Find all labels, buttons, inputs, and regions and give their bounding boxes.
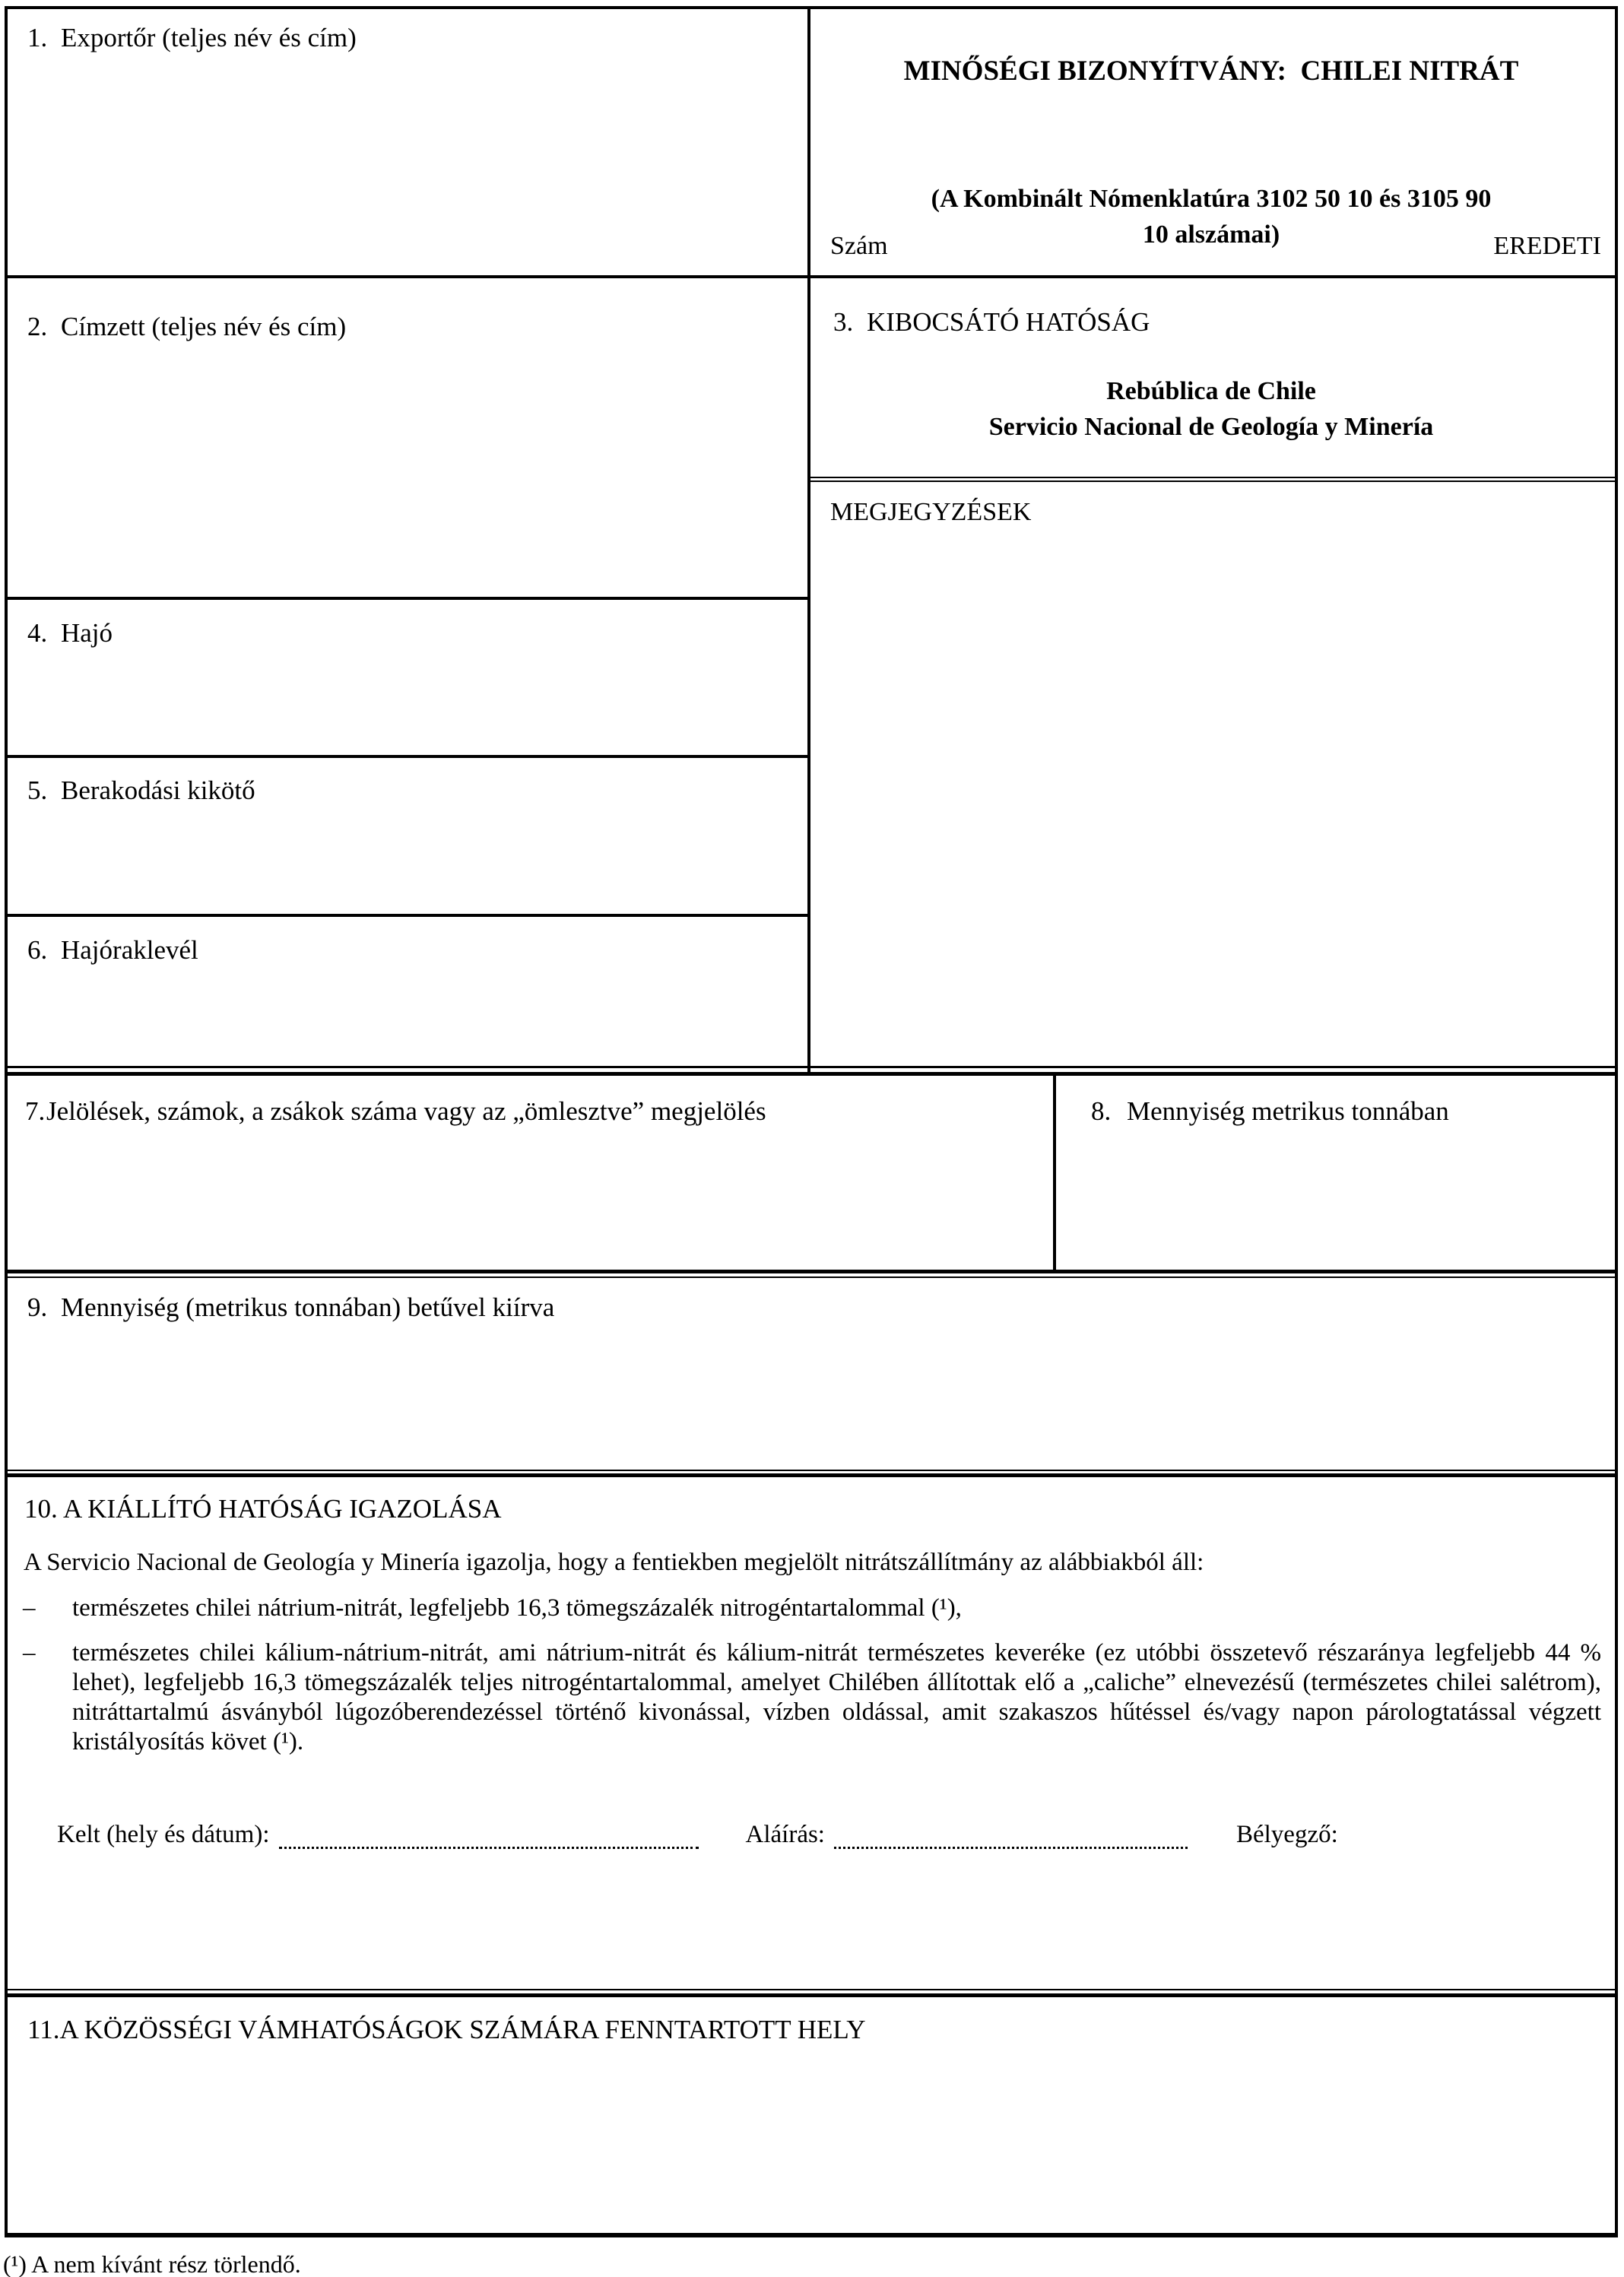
certificate-subtitle-line2: 10 alszámai)	[1142, 220, 1280, 249]
box7-marks-numbers	[25, 1096, 1036, 1127]
grid-line-bottom	[5, 2233, 1618, 2237]
grid-line-column-divider	[807, 6, 810, 1076]
box11-customs-reserved	[27, 2015, 866, 2045]
box2-consignee	[27, 312, 346, 342]
box4-ship	[27, 618, 113, 649]
certificate-title: MINŐSÉGI BIZONYÍTVÁNY: CHILEI NITRÁT	[903, 55, 1519, 87]
signature-dotted-line	[834, 1824, 1188, 1849]
grid-line-row7-bottom-b	[5, 1276, 1618, 1278]
grid-line-row6-bottom-b	[5, 1072, 1618, 1076]
remarks-label: MEGJEGYZÉSEK	[830, 498, 1032, 526]
grid-line-box5-bottom	[5, 914, 810, 917]
box2-number: 2.	[27, 312, 48, 341]
box6-label: Hajóraklevél	[61, 935, 198, 965]
box3-label: KIBOCSÁTÓ HATÓSÁG	[867, 307, 1150, 337]
authority-line1: Rebública de Chile	[1106, 377, 1316, 405]
box11-number: 11.	[27, 2015, 60, 2044]
box8-quantity-tonnes	[1091, 1096, 1600, 1127]
box9-quantity-words	[27, 1292, 554, 1323]
box1-label: Exportőr (teljes név és cím)	[61, 23, 357, 52]
authority-line2: Servicio Nacional de Geología y Minería	[988, 413, 1434, 441]
grid-line-box10-bottom-a	[5, 1989, 1618, 1990]
grid-line-box9-bottom-b	[5, 1473, 1618, 1477]
box4-label: Hajó	[61, 618, 113, 648]
signature-row	[57, 1821, 1570, 1849]
box6-bill-of-lading	[27, 935, 198, 966]
box6-number: 6.	[27, 935, 48, 965]
grid-line-left	[5, 6, 8, 2237]
box7-label: Jelölések, számok, a zsákok száma vagy az „ömlesztve” megjelölés	[46, 1096, 766, 1126]
stamp-label: Bélyegző:	[1235, 1821, 1338, 1848]
grid-line-box10-bottom-b	[5, 1993, 1618, 1997]
certificate-subtitle-line1: (A Kombinált Nómenklatúra 3102 50 10 és 3105 90	[931, 185, 1492, 213]
grid-line-row7-bottom-a	[5, 1270, 1618, 1273]
signature-label: Aláírás:	[745, 1821, 825, 1848]
box8-number: 8.	[1091, 1096, 1112, 1126]
grid-line-row6-bottom-a	[5, 1066, 1618, 1068]
box11-label: A KÖZÖSSÉGI VÁMHATÓSÁGOK SZÁMÁRA FENNTARTOTT HELY	[59, 2015, 866, 2044]
box9-number: 9.	[27, 1292, 48, 1322]
box2-label: Címzett (teljes név és cím)	[61, 312, 347, 341]
grid-line-right	[1615, 6, 1618, 2237]
box3-number: 3.	[833, 307, 854, 337]
certification-intro: A Servicio Nacional de Geología y Minería igazolja, hogy a fentiekben megjelölt nitrátszállítmány az alábbiakból áll:	[24, 1549, 1204, 1576]
grid-line-box3-bottom-b	[807, 480, 1618, 482]
box1-number: 1.	[27, 23, 48, 52]
box5-number: 5.	[27, 775, 48, 805]
box9-label: Mennyiség (metrikus tonnában) betűvel kiírva	[61, 1292, 555, 1322]
grid-line-row1-bottom	[5, 275, 1618, 278]
footnote: (¹) A nem kívánt rész törlendő.	[3, 2250, 301, 2277]
item2-dash: –	[23, 1639, 36, 1667]
box3-issuing-authority	[833, 307, 1150, 338]
date-place-label: Kelt (hely és dátum):	[57, 1821, 270, 1848]
box10-certification	[24, 1494, 501, 1524]
box8-label: Mennyiség metrikus tonnában	[1127, 1096, 1449, 1126]
box5-label: Berakodási kikötő	[61, 775, 255, 805]
certification-item1: természetes chilei nátrium-nitrát, legfeljebb 16,3 tömegszázalék nitrogéntartalommal (¹),	[72, 1594, 962, 1622]
box10-number: 10.	[24, 1494, 58, 1524]
grid-line-top	[5, 6, 1618, 9]
item1-dash: –	[23, 1594, 36, 1622]
grid-line-box3-bottom-a	[807, 477, 1618, 478]
box10-label: A KIÁLLÍTÓ HATÓSÁG IGAZOLÁSA	[63, 1494, 502, 1524]
original-label: EREDETI	[1493, 232, 1601, 260]
box4-number: 4.	[27, 618, 48, 648]
date-place-dotted-line	[279, 1824, 699, 1849]
number-label: Szám	[830, 232, 888, 260]
certification-item2: természetes chilei kálium-nátrium-nitrát, ami nátrium-nitrát és kálium-nitrát természetes keveréke (ez utóbbi összetevő részaránya legfeljebb 44 % lehet), legfeljebb 16,3 tömegszázalék teljes nitrogéntartalommal, amelyet Chilében állítottak elő a „caliche” elnevezésű (természetes chilei salétrom), nitráttartalmú ásványból lúgozóberendezéssel történő kivonással, vízben oldással, amit szakaszos hűtéssel és/vagy napon párologtatással végzett kristályosítás követ (¹).	[72, 1639, 1601, 1755]
grid-line-box7-8-divider	[1053, 1072, 1056, 1273]
box1-exporter	[27, 23, 357, 53]
box7-number: 7.	[25, 1096, 46, 1126]
box5-loading-port	[27, 775, 255, 806]
grid-line-box9-bottom-a	[5, 1470, 1618, 1471]
grid-line-box2-bottom	[5, 597, 810, 600]
grid-line-box4-bottom	[5, 755, 810, 758]
